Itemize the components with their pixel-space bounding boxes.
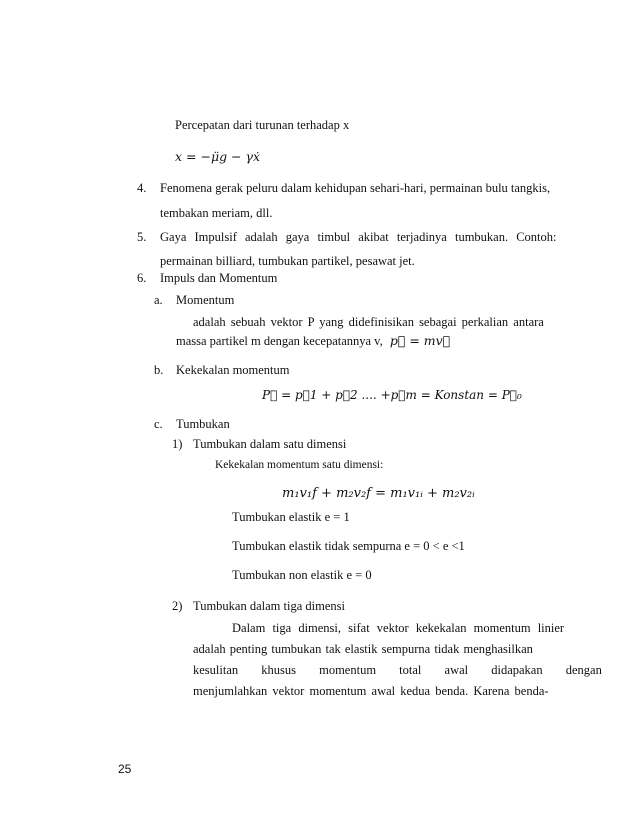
sub-b-label: b. <box>154 363 164 377</box>
inelastic-partial-line: Tumbukan elastik tidak sempurna e = 0 < e <1 <box>232 539 465 553</box>
item-5-line-2: permainan billiard, tumbukan partikel, pesawat jet. <box>160 254 415 268</box>
sub-c2-line-2: adalah penting tumbukan tak elastik sempurna tidak menghasilkan <box>193 642 533 656</box>
sub-c-title: Tumbukan <box>176 417 230 431</box>
one-dimension-equation: m₁v₁f + m₂v₂f = m₁v₁ᵢ + m₂v₂ᵢ <box>282 486 475 501</box>
sub-c2-title: Tumbukan dalam tiga dimensi <box>193 599 345 613</box>
text-percepatan: Percepatan dari turunan terhadap x <box>175 118 350 132</box>
sub-c2-line-3: kesulitan khusus momentum total awal didapakan dengan <box>193 663 602 677</box>
item-4-line-1 <box>160 180 550 196</box>
item-4-line-1-text: Fenomena gerak peluru dalam kehidupan sehari-hari, permainan bulu tangkis, <box>160 181 551 195</box>
sub-a-line-2-text: massa partikel m dengan kecepatannya v, <box>176 334 383 348</box>
sub-c1-label: 1) <box>172 437 183 451</box>
item-5-number: 5. <box>137 230 147 244</box>
sub-b-title: Kekekalan momentum <box>176 363 290 377</box>
equation-x: x = −μ̈g − γẋ <box>175 149 261 164</box>
sub-c1-subtitle: Kekekalan momentum satu dimensi: <box>215 459 384 471</box>
sub-c2-label: 2) <box>172 599 183 613</box>
item-6-number: 6. <box>137 271 147 285</box>
item-6-title: Impuls dan Momentum <box>160 271 278 285</box>
sub-c2-line-1: Dalam tiga dimensi, sifat vektor kekekalan momentum linier <box>232 621 565 635</box>
sub-a-title: Momentum <box>176 293 235 307</box>
sub-a-label: a. <box>154 293 163 307</box>
sub-a-line-1: adalah sebuah vektor P yang didefinisikan sebagai perkalian antara <box>193 315 544 329</box>
momentum-equation: p⃗ = mv⃗ <box>389 333 451 348</box>
sub-a-line-2 <box>176 333 450 349</box>
sub-c-label: c. <box>154 417 163 431</box>
page-number: 25 <box>118 762 132 776</box>
sub-c1-title: Tumbukan dalam satu dimensi <box>193 437 347 451</box>
conservation-equation: P⃗ = p⃗1 + p⃗2 .... +p⃗m = Konstan = P⃗₀ <box>262 388 522 402</box>
non-elastic-line: Tumbukan non elastik e = 0 <box>232 568 372 582</box>
elastic-line: Tumbukan elastik e = 1 <box>232 510 350 524</box>
item-5-line-1: Gaya Impulsif adalah gaya timbul akibat terjadinya tumbukan. Contoh: <box>160 230 557 244</box>
item-4-number: 4. <box>137 181 147 195</box>
item-4-line-2: tembakan meriam, dll. <box>160 206 273 220</box>
sub-c2-line-4: menjumlahkan vektor momentum awal kedua benda. Karena benda- <box>193 684 549 698</box>
